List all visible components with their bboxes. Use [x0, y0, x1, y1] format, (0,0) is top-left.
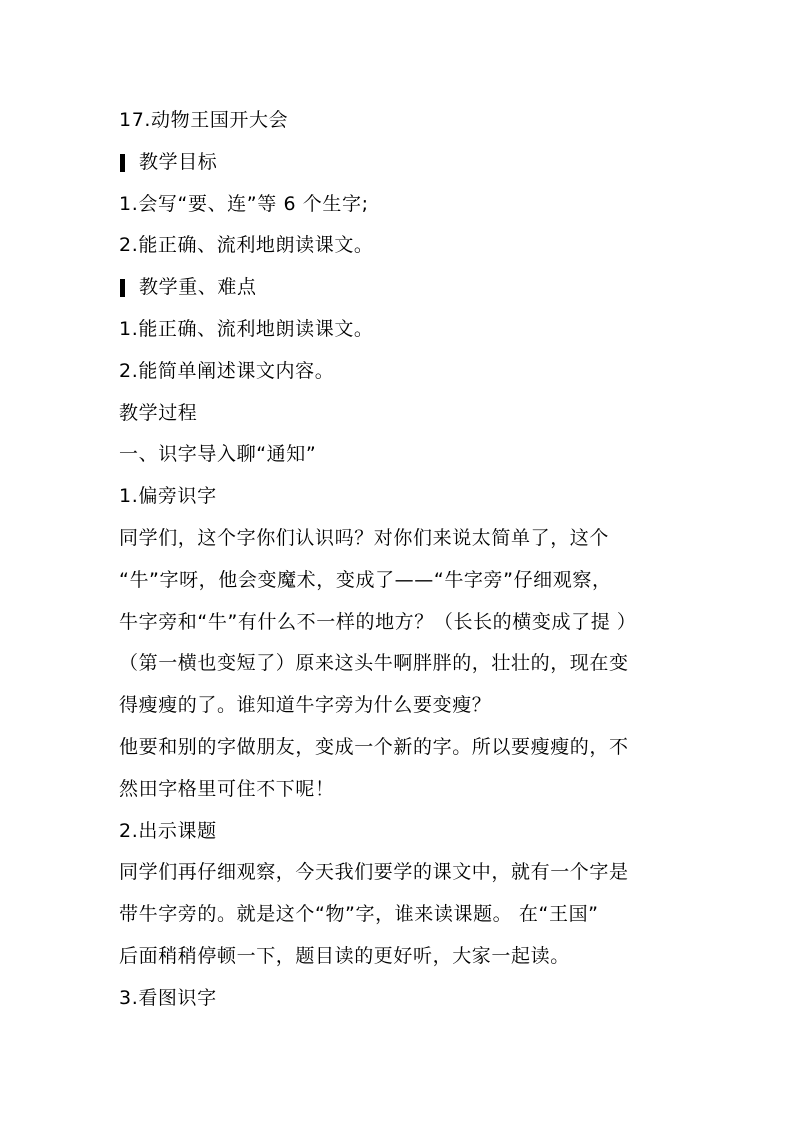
paragraph-line: 同学们，这个字你们认识吗？对你们来说太简单了，这个 — [119, 526, 610, 549]
goal-item: 1.会写“要、连”等 6 个生字; — [119, 192, 369, 215]
section-heading-key-points — [119, 267, 695, 309]
paragraph-line: “牛”字呀，他会变魔术，变成了——“牛字旁”仔细观察， — [119, 568, 612, 591]
section-heading-process: 教学过程 — [119, 401, 198, 424]
step2-heading: 2.出示课题 — [119, 819, 217, 842]
part-one-heading: 一、识字导入聊“通知” — [119, 443, 317, 466]
document-page — [119, 100, 695, 1020]
key-point-item: 2.能简单阐述课文内容。 — [119, 359, 335, 382]
section-heading-key-points-text: 教学重、难点 — [139, 276, 257, 299]
heading-marker-icon — [120, 154, 125, 172]
step3-heading: 3.看图识字 — [119, 986, 217, 1009]
paragraph-line: 后面稍稍停顿一下，题目读的更好听，大家一起读。 — [119, 944, 570, 967]
paragraph-line: （第一横也变短了）原来这头牛啊胖胖的，壮壮的，现在变 — [119, 652, 629, 675]
key-point-item: 1.能正确、流利地朗读课文。 — [119, 317, 374, 340]
paragraph-line: 得瘦瘦的了。谁知道牛字旁为什么要变瘦？ — [119, 694, 492, 717]
section-heading-goals — [119, 142, 695, 184]
paragraph-line: 他要和别的字做朋友，变成一个新的字。所以要瘦瘦的，不 — [119, 735, 629, 758]
section-heading-goals-text: 教学目标 — [139, 150, 218, 173]
document-title: 17.动物王国开大会 — [119, 109, 289, 131]
paragraph-line: 牛字旁和“牛”有什么不一样的地方？（长长的横变成了提 ） — [119, 610, 637, 633]
paragraph-line: 带牛字旁的。就是这个“物”字，谁来读课题。 在“王国” — [119, 903, 599, 926]
heading-marker-icon — [120, 279, 125, 297]
paragraph-line: 同学们再仔细观察，今天我们要学的课文中，就有一个字是 — [119, 861, 629, 884]
goal-item: 2.能正确、流利地朗读课文。 — [119, 234, 374, 257]
paragraph-line: 然田字格里可住不下呢！ — [119, 777, 335, 800]
step1-heading: 1.偏旁识字 — [119, 485, 217, 508]
